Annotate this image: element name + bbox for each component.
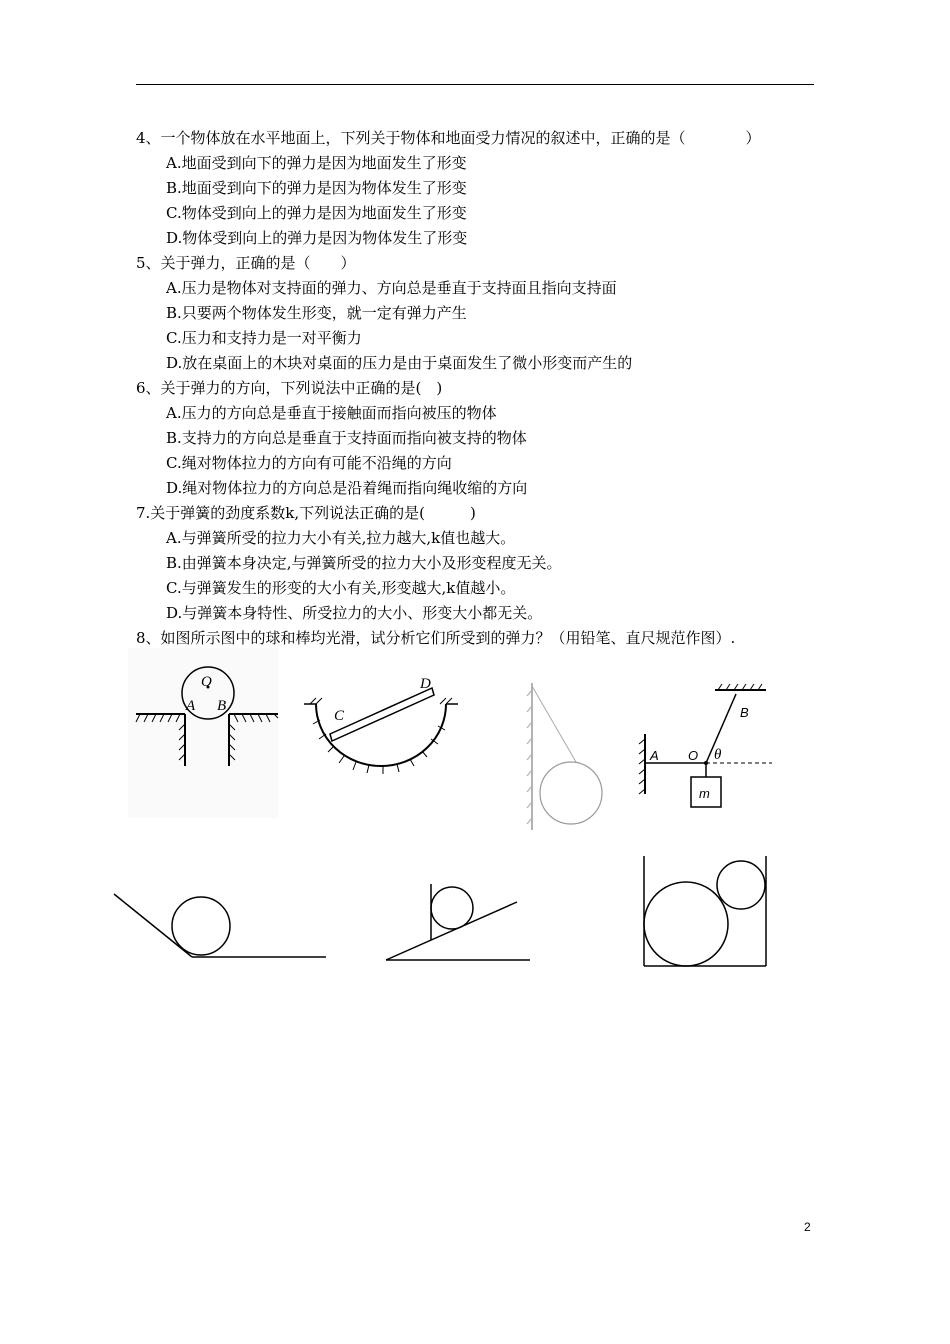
question-4-option-b: B.地面受到向下的弹力是因为物体发生了形变 <box>166 179 467 197</box>
figure-1-label-o: O <box>201 674 212 690</box>
header-rule <box>136 84 814 85</box>
question-7-option-d: D.与弹簧本身特性、所受拉力的大小、形变大小都无关。 <box>166 604 543 622</box>
figure-4-label-o: O <box>688 748 699 763</box>
figure-ball-on-incline <box>380 880 535 965</box>
question-5-option-d: D.放在桌面上的木块对桌面的压力是由于桌面发生了微小形变而产生的 <box>166 354 633 372</box>
question-5-option-c: C.压力和支持力是一对平衡力 <box>166 329 362 347</box>
figure-ball-on-supports <box>128 648 278 818</box>
question-5-option-a: A.压力是物体对支持面的弹力、方向总是垂直于支持面且指向支持面 <box>166 279 617 297</box>
figure-1-label-b: B <box>217 698 227 714</box>
question-7-option-a: A.与弹簧所受的拉力大小有关,拉力越大,k值也越大。 <box>166 529 516 547</box>
figure-1-label-a: A <box>186 698 196 714</box>
page-number: 2 <box>804 1220 811 1234</box>
question-4-option-a: A.地面受到向下的弹力是因为地面发生了形变 <box>166 154 467 172</box>
figure-ball-incline-floor <box>110 890 330 962</box>
figure-ball-against-wall <box>526 678 616 833</box>
question-5-stem: 5、关于弹力，正确的是（ ） <box>136 254 356 272</box>
question-5-option-b: B.只要两个物体发生形变，就一定有弹力产生 <box>166 304 467 322</box>
question-6-option-d: D.绳对物体拉力的方向总是沿着绳而指向绳收缩的方向 <box>166 479 528 497</box>
figure-hanging-mass <box>630 684 780 819</box>
figure-4-label-theta: θ <box>714 747 722 763</box>
figure-4-label-b: B <box>740 705 749 720</box>
question-6-option-c: C.绳对物体拉力的方向有可能不沿绳的方向 <box>166 454 452 472</box>
question-8-stem: 8、如图所示图中的球和棒均光滑，试分析它们所受到的弹力？（用铅笔、直尺规范作图）. <box>136 629 736 647</box>
figure-2-label-d: D <box>420 676 431 692</box>
question-4-option-c: C.物体受到向上的弹力是因为地面发生了形变 <box>166 204 467 222</box>
question-7-option-c: C.与弹簧发生的形变的大小有关,形变越大,k值越小。 <box>166 579 516 597</box>
question-6-option-a: A.压力的方向总是垂直于接触面而指向被压的物体 <box>166 404 497 422</box>
figure-rod-in-bowl <box>296 668 466 788</box>
figure-4-label-m: m <box>699 786 710 801</box>
question-6-stem: 6、关于弹力的方向，下列说法中正确的是( ) <box>136 379 443 397</box>
figure-balls-in-container <box>640 852 770 970</box>
question-7-option-b: B.由弹簧本身决定,与弹簧所受的拉力大小及形变程度无关。 <box>166 554 562 572</box>
question-4-stem: 4、一个物体放在水平地面上，下列关于物体和地面受力情况的叙述中，正确的是（ ） <box>136 129 761 147</box>
question-7-stem: 7.关于弹簧的劲度系数k,下列说法正确的是( ) <box>136 504 476 522</box>
figure-2-label-c: C <box>334 708 345 724</box>
figure-4-label-a: A <box>650 748 659 763</box>
question-4-option-d: D.物体受到向上的弹力是因为物体发生了形变 <box>166 229 468 247</box>
question-6-option-b: B.支持力的方向总是垂直于支持面而指向被支持的物体 <box>166 429 527 447</box>
